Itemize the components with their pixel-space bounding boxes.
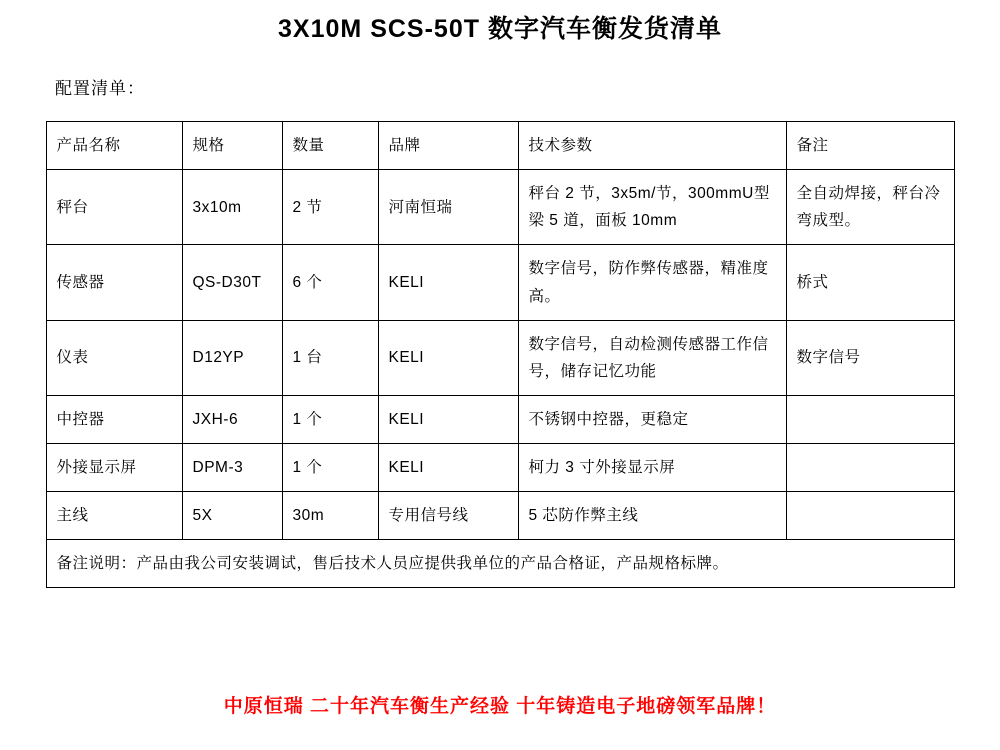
table-note: 备注说明：产品由我公司安装调试，售后技术人员应提供我单位的产品合格证，产品规格标牌。 — [46, 540, 954, 588]
cell-qty: 6 个 — [282, 245, 378, 320]
cell-spec: JXH-6 — [182, 395, 282, 443]
table-header-row — [46, 122, 954, 170]
column-header-params: 技术参数 — [518, 122, 786, 170]
cell-spec: 5X — [182, 492, 282, 540]
cell-remark: 全自动焊接，秤台冷弯成型。 — [786, 170, 954, 245]
cell-brand: 河南恒瑞 — [378, 170, 518, 245]
cell-qty: 2 节 — [282, 170, 378, 245]
cell-spec: DPM-3 — [182, 444, 282, 492]
table-row — [46, 245, 954, 320]
cell-brand: KELI — [378, 245, 518, 320]
cell-remark: 桥式 — [786, 245, 954, 320]
column-header-remark: 备注 — [786, 122, 954, 170]
column-header-spec: 规格 — [182, 122, 282, 170]
table-row — [46, 320, 954, 395]
cell-params: 数字信号，防作弊传感器，精准度高。 — [518, 245, 786, 320]
cell-name: 仪表 — [46, 320, 182, 395]
cell-brand: KELI — [378, 395, 518, 443]
cell-params: 不锈钢中控器，更稳定 — [518, 395, 786, 443]
cell-qty: 30m — [282, 492, 378, 540]
cell-remark — [786, 492, 954, 540]
table-row — [46, 170, 954, 245]
cell-params: 柯力 3 寸外接显示屏 — [518, 444, 786, 492]
cell-params: 秤台 2 节，3x5m/节，300mmU型梁 5 道，面板 10mm — [518, 170, 786, 245]
table-row — [46, 492, 954, 540]
cell-qty: 1 台 — [282, 320, 378, 395]
cell-name: 主线 — [46, 492, 182, 540]
cell-qty: 1 个 — [282, 444, 378, 492]
cell-name: 秤台 — [46, 170, 182, 245]
page-title: 3X10M SCS-50T 数字汽车衡发货清单 — [278, 15, 722, 43]
section-subtitle: 配置清单： — [55, 79, 145, 98]
cell-remark: 数字信号 — [786, 320, 954, 395]
cell-params: 5 芯防作弊主线 — [518, 492, 786, 540]
cell-name: 传感器 — [46, 245, 182, 320]
cell-qty: 1 个 — [282, 395, 378, 443]
spec-table — [46, 121, 955, 588]
column-header-brand: 品牌 — [378, 122, 518, 170]
cell-brand: 专用信号线 — [378, 492, 518, 540]
column-header-qty: 数量 — [282, 122, 378, 170]
cell-brand: KELI — [378, 444, 518, 492]
cell-brand: KELI — [378, 320, 518, 395]
footer-slogan: 中原恒瑞 二十年汽车衡生产经验 十年铸造电子地磅领军品牌！ — [223, 696, 777, 717]
table-row — [46, 444, 954, 492]
table-note-row — [46, 540, 954, 588]
cell-spec: 3x10m — [182, 170, 282, 245]
cell-name: 外接显示屏 — [46, 444, 182, 492]
cell-spec: D12YP — [182, 320, 282, 395]
column-header-name: 产品名称 — [46, 122, 182, 170]
table-row — [46, 395, 954, 443]
cell-remark — [786, 444, 954, 492]
cell-name: 中控器 — [46, 395, 182, 443]
cell-remark — [786, 395, 954, 443]
cell-spec: QS-D30T — [182, 245, 282, 320]
cell-params: 数字信号，自动检测传感器工作信号，储存记忆功能 — [518, 320, 786, 395]
